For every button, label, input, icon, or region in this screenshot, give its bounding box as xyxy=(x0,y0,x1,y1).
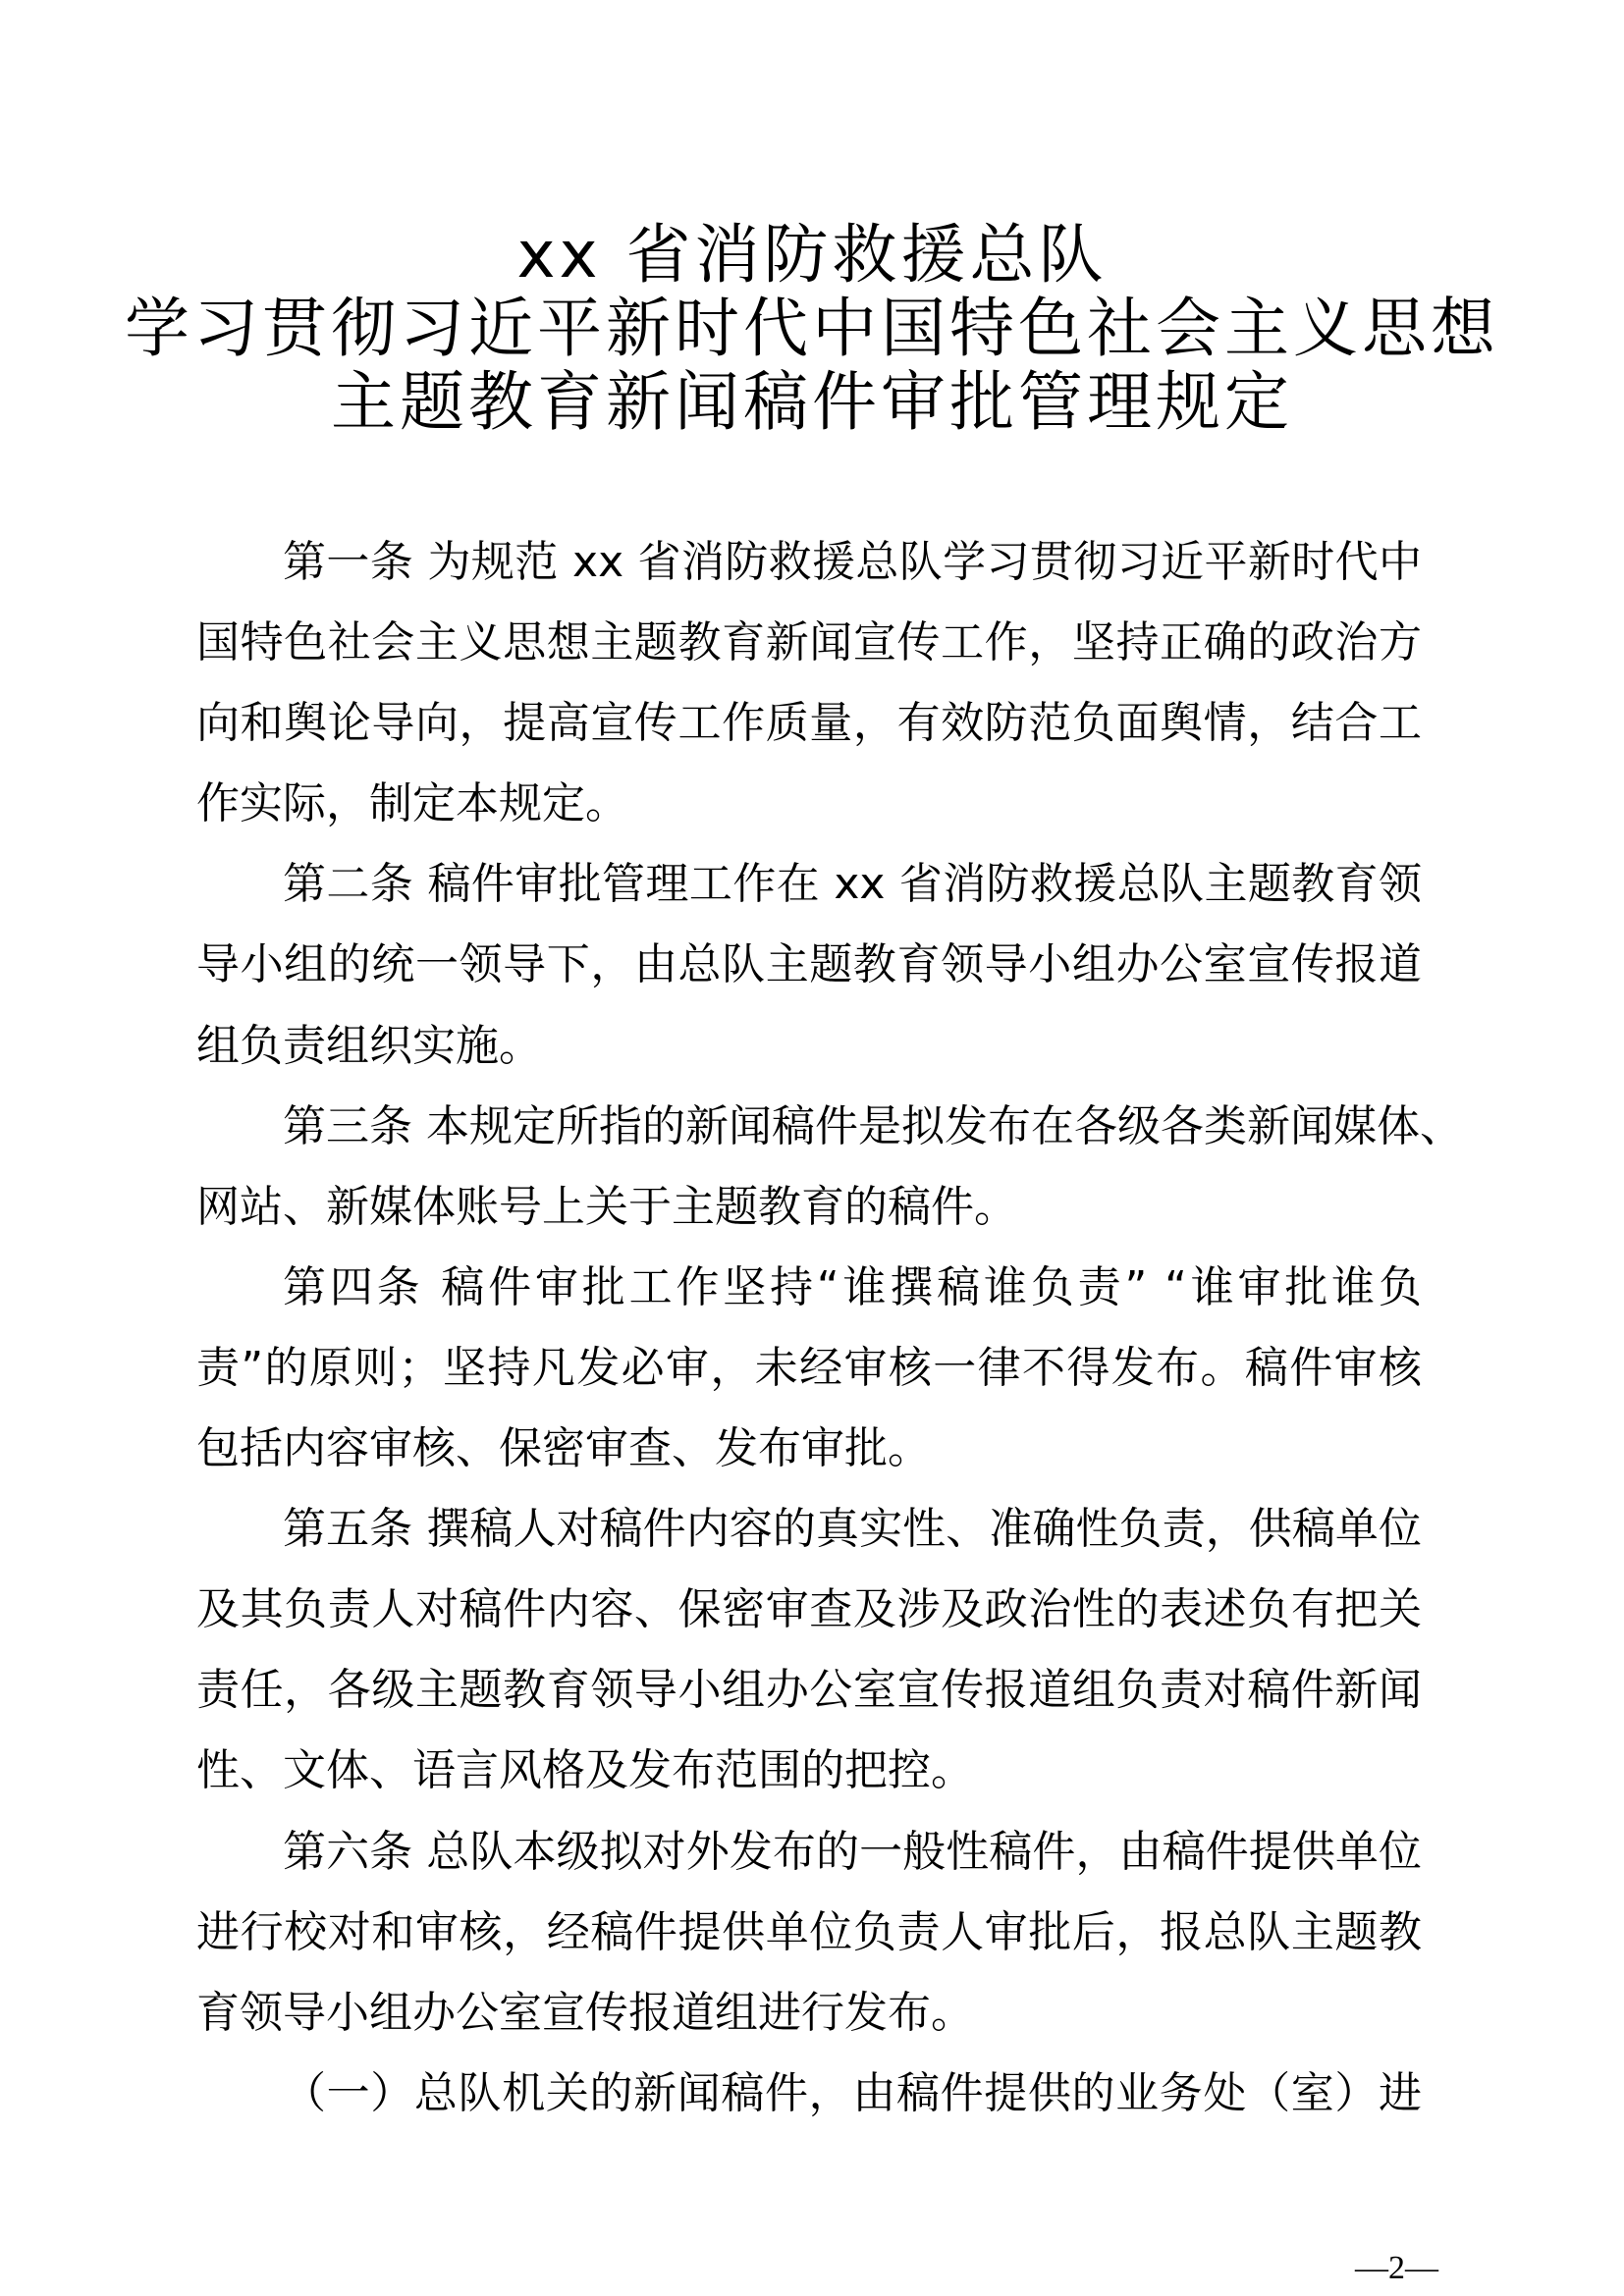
paragraph-line: 进行校对和审核，经稿件提供单位负责人审批后，报总队主题教 xyxy=(196,1906,1422,1957)
paragraph-line: 向和舆论导向，提高宣传工作质量，有效防范负面舆情，结合工 xyxy=(196,698,1422,749)
paragraph-line: 责任，各级主题教育领导小组办公室宣传报道组负责对稿件新闻 xyxy=(196,1665,1422,1716)
article-paragraph xyxy=(196,522,1422,844)
paragraph-line: 组负责组织实施。 xyxy=(196,1020,542,1071)
title-line-1: xx 省消防救援总队 xyxy=(516,217,1108,293)
paragraph-line: 第一条 为规范 xx 省消防救援总队学习贯彻习近平新时代中 xyxy=(283,537,1422,587)
article-paragraph xyxy=(196,844,1422,1086)
paragraph-line: 包括内容审核、保密审查、发布审批。 xyxy=(196,1423,931,1474)
paragraph-line: 育领导小组办公室宣传报道组进行发布。 xyxy=(196,1987,974,2038)
paragraph-line: 第四条 稿件审批工作坚持“谁撰稿谁负责” “谁审批谁负 xyxy=(283,1261,1422,1312)
paragraph-line: 第六条 总队本级拟对外发布的一般性稿件，由稿件提供单位 xyxy=(283,1826,1422,1877)
document-title xyxy=(0,218,1624,439)
paragraph-line: （一）总队机关的新闻稿件，由稿件提供的业务处（室）进 xyxy=(283,2067,1422,2118)
title-line-2: 学习贯彻习近平新时代中国特色社会主义思想 xyxy=(125,291,1499,366)
paragraph-line: 第三条 本规定所指的新闻稿件是拟发布在各级各类新闻媒体、 xyxy=(283,1100,1463,1151)
title-line-3: 主题教育新闻稿件审批管理规定 xyxy=(331,364,1293,440)
paragraph-line: 第五条 撰稿人对稿件内容的真实性、准确性负责，供稿单位 xyxy=(283,1504,1422,1555)
article-paragraph xyxy=(196,1812,1422,2054)
paragraph-line: 性、文体、语言风格及发布范围的把控。 xyxy=(196,1745,974,1796)
page-number: —2— xyxy=(1355,2250,1438,2286)
article-paragraph xyxy=(196,1087,1463,1248)
paragraph-line: 网站、新媒体账号上关于主题教育的稿件。 xyxy=(196,1181,1017,1232)
paragraph-line: 责”的原则；坚持凡发必审，未经审核一律不得发布。稿件审核 xyxy=(196,1342,1422,1393)
paragraph-line: 作实际，制定本规定。 xyxy=(196,778,628,829)
paragraph-line: 第二条 稿件审批管理工作在 xx 省消防救援总队主题教育领 xyxy=(283,859,1422,910)
paragraph-line: 及其负责人对稿件内容、保密审查及涉及政治性的表述负有把关 xyxy=(196,1584,1422,1635)
article-paragraph xyxy=(196,1489,1422,1811)
document-body xyxy=(196,522,1463,2134)
paragraph-line: 导小组的统一领导下，由总队主题教育领导小组办公室宣传报道 xyxy=(196,939,1422,990)
article-paragraph xyxy=(196,2054,1422,2134)
article-paragraph xyxy=(196,1248,1422,1489)
paragraph-line: 国特色社会主义思想主题教育新闻宣传工作，坚持正确的政治方 xyxy=(196,617,1422,668)
